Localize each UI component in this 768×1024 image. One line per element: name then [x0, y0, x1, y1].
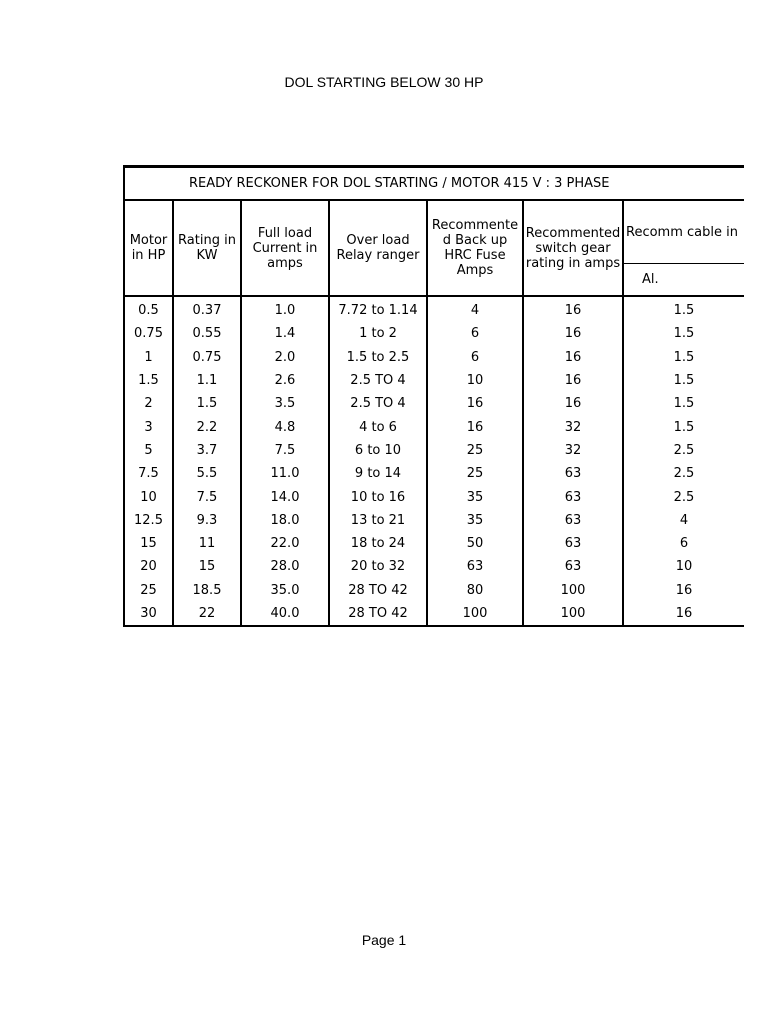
cell-full-load: 1.4	[241, 322, 329, 345]
cell-full-load: 2.6	[241, 369, 329, 392]
table-row	[124, 369, 744, 392]
table-row	[124, 296, 744, 322]
cell-motor-hp: 10	[124, 485, 173, 508]
table-row	[124, 532, 744, 555]
col-header-rating-kw: Rating in KW	[173, 200, 241, 296]
cell-rating-kw: 0.37	[173, 296, 241, 322]
cell-rating-kw: 2.2	[173, 415, 241, 438]
cell-cable-al: 10	[623, 555, 744, 578]
cell-cable-al: 1.5	[623, 322, 744, 345]
table-body	[124, 296, 744, 626]
cell-motor-hp: 7.5	[124, 462, 173, 485]
cell-rating-kw: 3.7	[173, 439, 241, 462]
table-row	[124, 415, 744, 438]
cell-full-load: 40.0	[241, 602, 329, 626]
cell-switchgear: 16	[523, 392, 623, 415]
cell-full-load: 1.0	[241, 296, 329, 322]
cell-cable-al: 4	[623, 509, 744, 532]
cell-motor-hp: 5	[124, 439, 173, 462]
cell-overload: 20 to 32	[329, 555, 427, 578]
cell-overload: 10 to 16	[329, 485, 427, 508]
cell-fuse: 16	[427, 415, 523, 438]
cell-fuse: 6	[427, 346, 523, 369]
cell-fuse: 100	[427, 602, 523, 626]
cell-overload: 13 to 21	[329, 509, 427, 532]
col-header-full-load: Full load Current in amps	[241, 200, 329, 296]
cell-fuse: 4	[427, 296, 523, 322]
cell-switchgear: 63	[523, 485, 623, 508]
col-header-fuse: Recommente d Back up HRC Fuse Amps	[427, 200, 523, 296]
cell-motor-hp: 20	[124, 555, 173, 578]
cell-full-load: 35.0	[241, 579, 329, 602]
col-header-cable: Recomm cable in	[623, 200, 744, 264]
cell-fuse: 16	[427, 392, 523, 415]
cell-switchgear: 32	[523, 439, 623, 462]
table-row	[124, 579, 744, 602]
cell-fuse: 63	[427, 555, 523, 578]
table-row	[124, 346, 744, 369]
cell-fuse: 25	[427, 439, 523, 462]
cell-overload: 28 TO 42	[329, 579, 427, 602]
cell-motor-hp: 12.5	[124, 509, 173, 532]
table-row	[124, 462, 744, 485]
cell-fuse: 50	[427, 532, 523, 555]
col-header-switchgear: Recommented switch gear rating in amps	[523, 200, 623, 296]
cell-switchgear: 100	[523, 602, 623, 626]
cell-rating-kw: 0.55	[173, 322, 241, 345]
cell-fuse: 35	[427, 485, 523, 508]
cell-switchgear: 63	[523, 509, 623, 532]
cell-switchgear: 16	[523, 296, 623, 322]
cell-full-load: 18.0	[241, 509, 329, 532]
cell-full-load: 14.0	[241, 485, 329, 508]
cell-switchgear: 16	[523, 322, 623, 345]
table-row	[124, 555, 744, 578]
cell-cable-al: 2.5	[623, 485, 744, 508]
cell-rating-kw: 9.3	[173, 509, 241, 532]
cell-full-load: 3.5	[241, 392, 329, 415]
cell-rating-kw: 1.1	[173, 369, 241, 392]
cell-cable-al: 1.5	[623, 415, 744, 438]
cell-cable-al: 1.5	[623, 369, 744, 392]
cell-cable-al: 16	[623, 602, 744, 626]
table-row	[124, 439, 744, 462]
cell-cable-al: 1.5	[623, 296, 744, 322]
table-row	[124, 322, 744, 345]
cell-overload: 4 to 6	[329, 415, 427, 438]
cell-rating-kw: 18.5	[173, 579, 241, 602]
cell-rating-kw: 11	[173, 532, 241, 555]
cell-full-load: 4.8	[241, 415, 329, 438]
cell-rating-kw: 0.75	[173, 346, 241, 369]
reckoner-table-container	[123, 165, 738, 625]
col-header-overload: Over load Relay ranger	[329, 200, 427, 296]
cell-fuse: 25	[427, 462, 523, 485]
cell-full-load: 22.0	[241, 532, 329, 555]
cell-cable-al: 2.5	[623, 462, 744, 485]
cell-cable-al: 1.5	[623, 346, 744, 369]
cell-overload: 18 to 24	[329, 532, 427, 555]
cell-overload: 7.72 to 1.14	[329, 296, 427, 322]
cell-motor-hp: 3	[124, 415, 173, 438]
cell-motor-hp: 2	[124, 392, 173, 415]
cell-motor-hp: 30	[124, 602, 173, 626]
cell-overload: 6 to 10	[329, 439, 427, 462]
cell-motor-hp: 1.5	[124, 369, 173, 392]
table-row	[124, 602, 744, 626]
cell-switchgear: 100	[523, 579, 623, 602]
cell-switchgear: 63	[523, 555, 623, 578]
cell-switchgear: 16	[523, 369, 623, 392]
cell-cable-al: 2.5	[623, 439, 744, 462]
cell-switchgear: 16	[523, 346, 623, 369]
cell-motor-hp: 0.75	[124, 322, 173, 345]
cell-cable-al: 16	[623, 579, 744, 602]
column-header-row	[124, 200, 744, 264]
cell-switchgear: 32	[523, 415, 623, 438]
cell-switchgear: 63	[523, 462, 623, 485]
cell-fuse: 35	[427, 509, 523, 532]
table-title-row	[124, 167, 744, 201]
cell-full-load: 2.0	[241, 346, 329, 369]
cell-full-load: 11.0	[241, 462, 329, 485]
col-header-motor-hp: Motor in HP	[124, 200, 173, 296]
page-header: DOL STARTING BELOW 30 HP	[284, 74, 484, 90]
table-row	[124, 485, 744, 508]
cell-cable-al: 1.5	[623, 392, 744, 415]
cell-switchgear: 63	[523, 532, 623, 555]
cell-rating-kw: 5.5	[173, 462, 241, 485]
cell-overload: 1 to 2	[329, 322, 427, 345]
cell-motor-hp: 15	[124, 532, 173, 555]
cell-overload: 28 TO 42	[329, 602, 427, 626]
cell-motor-hp: 25	[124, 579, 173, 602]
cell-full-load: 28.0	[241, 555, 329, 578]
cell-overload: 9 to 14	[329, 462, 427, 485]
cell-rating-kw: 1.5	[173, 392, 241, 415]
table-row	[124, 509, 744, 532]
cell-rating-kw: 15	[173, 555, 241, 578]
cell-fuse: 80	[427, 579, 523, 602]
cell-overload: 2.5 TO 4	[329, 392, 427, 415]
page-footer: Page 1	[361, 932, 407, 948]
cell-fuse: 6	[427, 322, 523, 345]
cell-overload: 2.5 TO 4	[329, 369, 427, 392]
reckoner-table	[123, 165, 744, 627]
cell-rating-kw: 22	[173, 602, 241, 626]
cell-full-load: 7.5	[241, 439, 329, 462]
table-title: READY RECKONER FOR DOL STARTING / MOTOR 415 V : 3 PHASE	[189, 176, 610, 191]
cell-overload: 1.5 to 2.5	[329, 346, 427, 369]
table-row	[124, 392, 744, 415]
cell-rating-kw: 7.5	[173, 485, 241, 508]
cell-motor-hp: 0.5	[124, 296, 173, 322]
cell-cable-al: 6	[623, 532, 744, 555]
col-subheader-al: Al.	[623, 264, 744, 297]
cell-motor-hp: 1	[124, 346, 173, 369]
cell-fuse: 10	[427, 369, 523, 392]
